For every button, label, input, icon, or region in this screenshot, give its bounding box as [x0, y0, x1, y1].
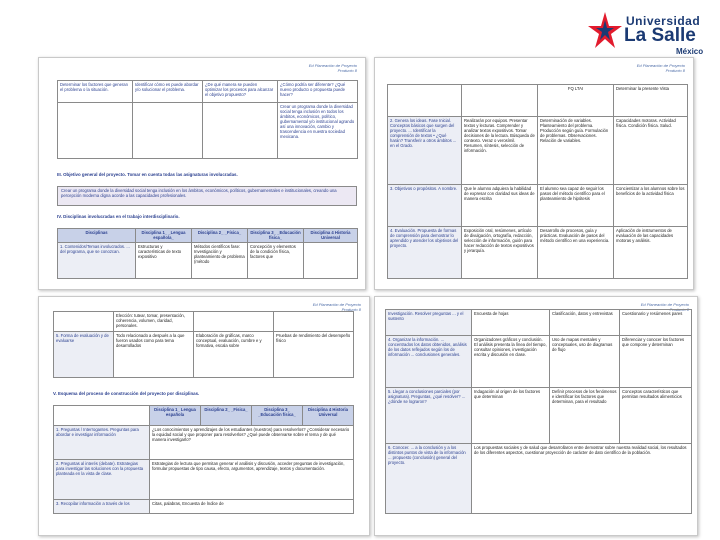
organization-table	[385, 309, 692, 514]
table-header	[54, 406, 150, 426]
logo-brand-text: La Salle	[624, 25, 696, 46]
table-cell	[54, 312, 114, 332]
table-cell: Definir procesos de los fenómenos e identificar los factores que determinan, para el resultado	[550, 388, 620, 444]
header-line: Producto 8	[669, 307, 689, 312]
evaluation-table	[53, 311, 354, 378]
table-cell: Todo relacionado a después a la que fueron usados como para tema desarrollados	[114, 332, 194, 378]
table-cell: Concientizar a los alumnos sobre los beneficios de la actividad física	[614, 185, 688, 227]
table-cell: Determinar los factores que generan el problema o la situación.	[58, 81, 133, 103]
table-cell: Conceptos característicos que permitan resultados alimenticios	[620, 388, 692, 444]
table-cell: ¿Los conocimientos y aprendizajes de los estudiantes (nuestros) para resolverlos? ¿Considerar necesario la equidad social y que proponer para resolverlos? ¿Qué puede observarse sobre el tema y de qué manera investigarlo?	[150, 426, 354, 460]
table-cell: 5. Llegar a conclusiones parciales (por asignatura). Preguntas, ¿qué resolver? ... ¿dónde se lograron?	[386, 388, 472, 444]
table-cell: 1. Contenidos/Temas involucrados. ... del programa, que se conozcan.	[58, 243, 136, 279]
table-cell: Citas, palabras, Encuesta de Índice de	[150, 500, 354, 514]
table-cell: Concepción y elementos de la condición física, factores que	[248, 243, 304, 279]
header-line: Producto 8	[341, 307, 361, 312]
section-title: V. Esquema del proceso de construcción del proyecto por disciplinas.	[53, 391, 200, 396]
table-cell: Los propuestas sociales y de salud que desarrollaron entre demostrar sobre nuestra realidad social, los resultados de los diferentes aspectos, cuestionar proyección de carácter de dato científico de la población.	[472, 444, 692, 514]
section-title: IV. Disciplinas involucradas en el trabajo interdisciplinario.	[57, 214, 180, 219]
header-line: Ed Planeación de Proyecto	[640, 302, 689, 307]
table-cell: Aplicación de instrumentos de evaluación de las capacidades motoras y análisis.	[614, 227, 688, 279]
table-cell: Métodos científicos fase: Investigación y planteamiento de problema (método	[192, 243, 248, 279]
header-line: Ed Planeación de Proyecto	[312, 302, 361, 307]
table-cell: 6. Conocer. ... a la conclusión y a los distintos puntos de vista de la información ... propuesto (conclusión) general del proyecto.	[386, 444, 472, 514]
table-cell: Exposición oral, resúmenes, artículo de divulgación, ortografía, redacción, selección de información, guión para hacer redacción de textos expositivos y jerarquía.	[462, 227, 538, 279]
table-cell: 1. Preguntas / Interrogantes. Preguntas para abordar e investigar información	[54, 426, 150, 460]
table-cell: Investigación. Resolver preguntas ... y el sustento	[386, 310, 472, 336]
table-cell	[203, 103, 278, 159]
table-cell: Desarrollo de procesos, guía y prácticas. Evaluación de pasos del método científico en una experiencia.	[538, 227, 614, 279]
table-cell: El alumno sea capaz de seguir los pasos del método científico para el planteamiento de hipótesis	[538, 185, 614, 227]
table-cell: ¿De qué manera se pueden optimizar los procesos para alcanzar el objetivo propuesto?	[203, 81, 278, 103]
table-cell: Determinación de variables. Planteamiento del problema. Producción según guía. Formulación de problemas. Observaciones. Relación de variables.	[538, 117, 614, 185]
table-cell: 4. Organizar la información. ... concentrados los datos obtenidos, análisis de los datos reflejados según los de información ... conclusiones generales.	[386, 336, 472, 388]
table-cell: Cuestionario y resúmenes pares	[620, 310, 692, 336]
scheme-table	[53, 405, 354, 514]
table-cell	[274, 312, 354, 332]
document-page-2	[374, 57, 694, 290]
la-salle-star-icon	[588, 12, 622, 52]
table-cell: Uso de mapas mentales y conceptuales, uso de diagramas de flujo	[550, 336, 620, 388]
table-cell	[194, 312, 274, 332]
table-header: Disciplina 3_ _Educación física_	[252, 406, 303, 426]
table-cell: Estrategias de lectura que permitan generar el análisis y discusión, acceder preguntas de investigación, formular propuestas de tipo causa, efecto, argumentos, aprendizaje, textos y documentación.	[150, 460, 354, 500]
table-cell: Clasificación, datos y entrevistas	[550, 310, 620, 336]
header-line: Producto 8	[665, 68, 685, 73]
table-header: Disciplina 1_ _Lengua española_	[136, 229, 192, 243]
table-cell: 3. Objetivos o propósitos. A nombre.	[388, 185, 462, 227]
table-cell: Determinar la presente Vista	[614, 85, 688, 117]
logo-university-text: Universidad	[626, 14, 701, 28]
header-line: Producto 8	[337, 68, 357, 73]
document-page-1	[38, 57, 366, 290]
table-header: Disciplina 4 Historia Universal	[303, 406, 354, 426]
table-cell: Identificar cómo es puede abordar y/o solucionar el problema.	[133, 81, 203, 103]
table-header: Disciplina 2_ _Física_	[201, 406, 252, 426]
table-cell: 2. Genera los ideas. Fase Inicial. Conceptos básicos que surgen del proyecto. ... Identificar la comprensión de textos • ¿Qué harán? Transferir a otros ámbitos ... en el Grado.	[388, 117, 462, 185]
table-cell	[462, 85, 538, 117]
table-cell: Elaboración de gráficas, marco conceptual, evaluación, cumbre e y formativa, escala sobre	[194, 332, 274, 378]
table-cell: Estructuras y características de texto expositivo	[136, 243, 192, 279]
page-header	[309, 63, 357, 73]
table-cell: ¿Cómo podría ser diferente? ¿Qué nuevo producto o propuesta puede hacer?	[278, 81, 358, 103]
table-cell: Que le alumno adquiera la habilidad de expresar con claridad sus ideas de manera escrita	[462, 185, 538, 227]
table-cell: Organizadores gráficos y conclusión. El análisis presenta la línea del tiempo, consultar opiniones, investigación escrita y discusión en clase.	[472, 336, 550, 388]
logo-city-text: México	[676, 47, 704, 56]
table-cell: Diferenciar y conocer los factores que compone y determinan	[620, 336, 692, 388]
table-header: Disciplina 3_ _Educación física_	[248, 229, 304, 243]
table-cell	[133, 103, 203, 159]
table-cell: Elección: tutear, tomar, presentación, coherencia, volumen, claridad, personales.	[114, 312, 194, 332]
table-cell: Crear un programa donde la diversidad social tenga inclusión en todos los ámbitos, económicos, político, gubernamental y/o institucional agrando así una innovación, cambio y trascendencia en nuestra sociedad mexicana.	[278, 103, 358, 159]
document-page-3	[38, 296, 370, 536]
table-header: Disciplinas	[58, 229, 136, 243]
page-header	[637, 63, 685, 73]
table-cell: Pruebas de rendimiento del desempeño físico	[274, 332, 354, 378]
table-cell: FQ LTAI	[538, 85, 614, 117]
university-logo	[588, 12, 716, 58]
disciplines-table	[57, 228, 358, 279]
objective-box: Crear un programa donde la diversidad social tenga inclusión en los ámbitos, económicos, políticos, gubernamentales e institucionales, creando una percepción moderna digna acorde a las capacidades profesionales.	[57, 186, 357, 206]
table-cell: Indagación al origen de los factores que determinan	[472, 388, 550, 444]
table-cell	[58, 103, 133, 159]
header-line: Ed Planeación de Proyecto	[636, 63, 685, 68]
table-cell: 4. Evaluación. Propuesta de formas de comprensión para demostrar lo aprendido y atender los objetivos del proyecto.	[388, 227, 462, 279]
section-title: III. Objetivo general del proyecto. Tomar en cuenta todas las asignaturas involucradas.	[57, 172, 238, 177]
table-header: Disciplina 2_ _Física_	[192, 229, 248, 243]
table-cell: Realizarán por equipos. Presentar textos y lecturas. Comprender y analizar textos expositivos. Tomar decisiones de la lectura. Búsqueda de contexto. Veraz o verosímil. Resumen, síntesis, selección de información.	[462, 117, 538, 185]
questions-table	[57, 80, 358, 159]
table-cell: Encuesta de hojas	[472, 310, 550, 336]
table-cell: 3. Recopilar información a través de los	[54, 500, 150, 514]
table-header: Disciplina 4 Historia Universal	[304, 229, 358, 243]
table-cell	[388, 85, 462, 117]
table-cell	[304, 243, 358, 279]
table-cell: 2. Preguntas al interés (debate). Estrategias para investigar las soluciones con la propuesta planteada en la vista de clase.	[54, 460, 150, 500]
header-line: Ed Planeación de Proyecto	[308, 63, 357, 68]
document-page-4	[374, 296, 698, 536]
table-header: Disciplina 1_ Lengua española	[150, 406, 201, 426]
planning-table	[387, 84, 688, 279]
table-cell: Capacidades motoras. Actividad física. Condición física. Salud.	[614, 117, 688, 185]
table-cell: 5. Forma de evaluación y de evaluarse	[54, 332, 114, 378]
